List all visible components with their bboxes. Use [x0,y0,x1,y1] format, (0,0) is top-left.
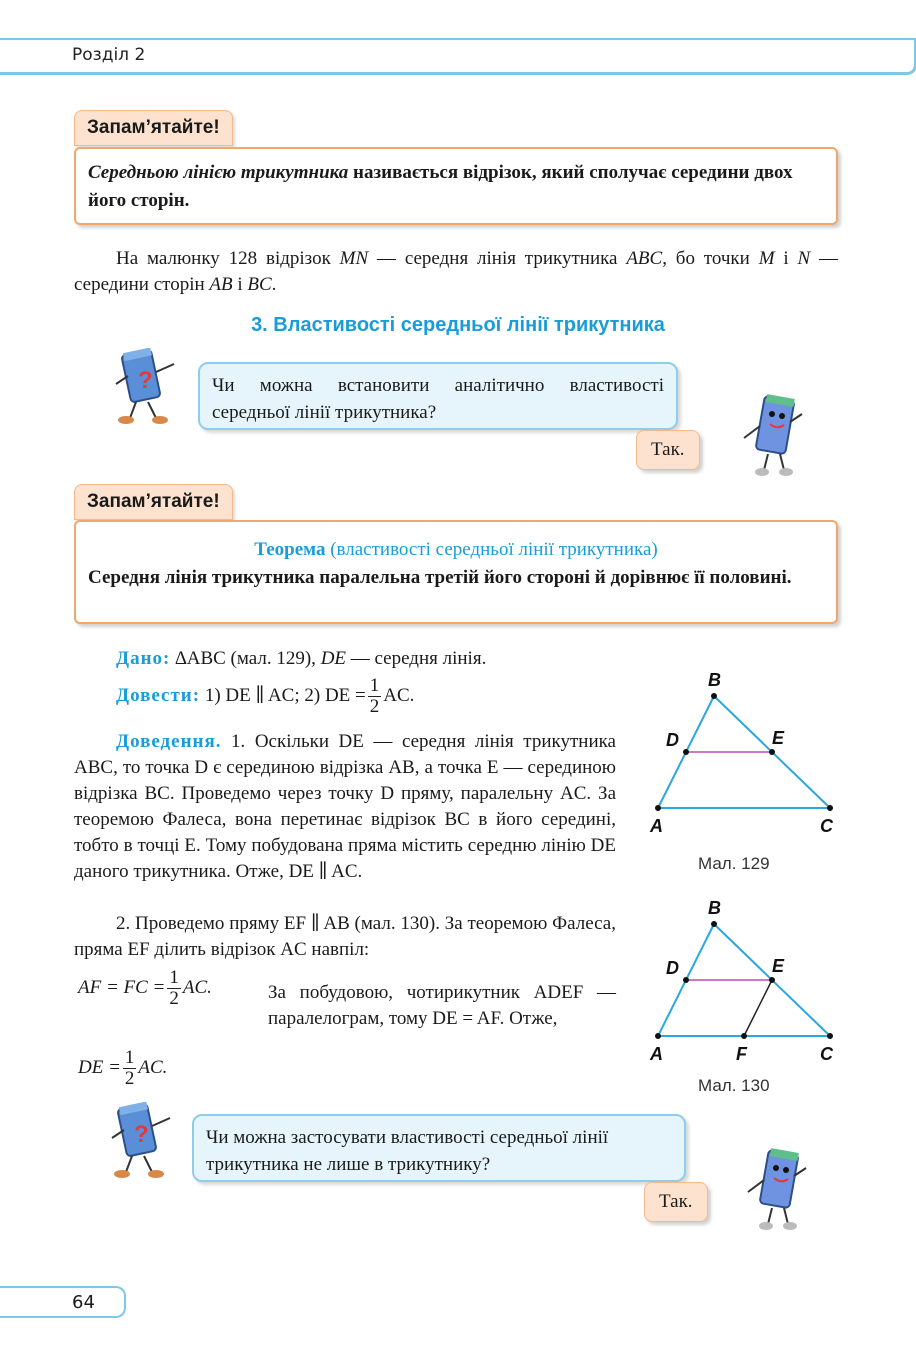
intro-paragraph: На малюнку 128 відрізок MN — середня лінія трикутника ABC, бо точки M і N — середини сторін AB і BC. [74,248,839,295]
figure-129 [640,664,850,849]
figure-130 [640,892,850,1077]
fig129-label-b: B [708,670,721,690]
answer-character-icon-2 [744,1146,814,1237]
definition-text: називається відрізок, який сполучає середини двох його сторін. [88,162,793,211]
page-number: 64 [72,1292,95,1313]
question-bubble: Чи можна встановити аналітично властивості середньої лінії трикутника? [198,362,678,430]
page-number-box [0,1286,126,1318]
fig130-caption: Мал. 130 [698,1076,770,1095]
answer-character-icon [740,392,810,483]
fig130-label-a: A [650,1044,663,1064]
definition-term: Середньою лінією трикутника [88,162,349,183]
prove-line: Довести: 1) DE ∥ AC; 2) DE = $\frac{1}{2}$ AC. [116,675,415,717]
proof-paragraph-3: За побудовою, чотирикутник ADEF — паралелограм, тому DE = AF. Отже, [268,982,616,1029]
answer-bubble: Так. [636,430,700,470]
svg-text:?: ? [134,1121,149,1148]
section-title: 3. Властивості середньої лінії трикутника [251,314,665,336]
given-line: Дано: ∆ABC (мал. 129), DE — середня лінія. [116,648,487,669]
question-character-icon [112,348,182,431]
answer-bubble-2: Так. [644,1182,708,1222]
theorem-text: Середня лінія трикутника паралельна третій його стороні й дорівнює її половині. [88,567,792,588]
question-character-icon-2 [108,1102,178,1185]
fig129-label-e: E [772,728,785,748]
equation-af-fc: AF = FC = $\frac{1}{2}$ AC. [78,967,212,1009]
remember-tag-2: Запам’ятайте! [74,484,233,520]
fig129-caption: Мал. 129 [698,854,770,873]
fig130-label-b: B [708,898,721,918]
section-label: Розділ 2 [72,45,146,65]
fig130-label-e: E [772,956,785,976]
fig129-label-d: D [666,730,679,750]
remember-tag: Запам’ятайте! [74,110,233,146]
theorem-box [74,520,838,624]
fig130-label-d: D [666,958,679,978]
definition-box [74,147,838,225]
svg-text:?: ? [138,367,153,394]
question-bubble-2: Чи можна застосувати властивості середньої лінії трикутника не лише в трикутнику? [192,1114,686,1182]
theorem-heading: Теорема (властивості середньої лінії трикутника) [254,539,658,560]
proof-paragraph-2: 2. Проведемо пряму EF ∥ AB (мал. 130). За теоремою Фалеса, пряма EF ділить відрізок AC навпіл: [74,913,616,960]
fig129-label-c: C [820,816,833,836]
proof-paragraph-1: Доведення. 1. Оскільки DE — середня лінія трикутника ABC, то точка D є серединою відрізка AB, а точка E — серединою відрізка BC. Проведемо через точку D пряму, паралельну AC. За теоремою Фалеса, вона перетинає відрізок BC в його середині, тобто в точці E. Тому побудована пряма містить середню лінію DE даного трикутника. Отже, DE ∥ AC. [74,731,616,882]
fig130-label-f: F [736,1044,747,1064]
fig130-label-c: C [820,1044,833,1064]
equation-de: DE = $\frac{1}{2}$ AC. [78,1047,168,1089]
fig129-label-a: A [650,816,663,836]
